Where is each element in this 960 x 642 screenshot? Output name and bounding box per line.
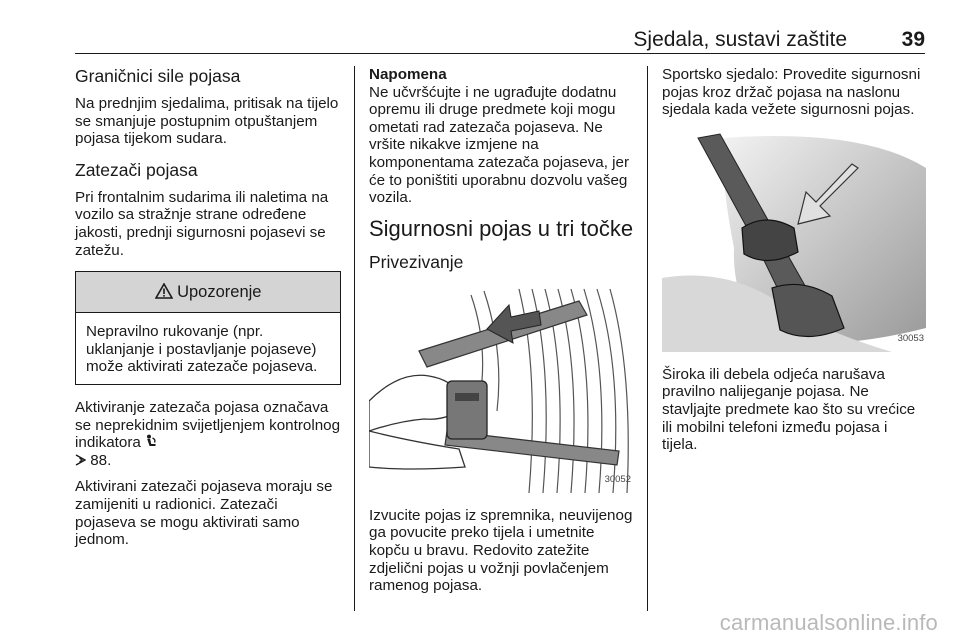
text-force-limiters: Na prednjim sjedalima, pritisak na tijelo se smanjuje postupnim otpuštanjem pojasa tijekom sudara. [75,95,339,148]
airbag-seat-icon [145,434,158,451]
heading-three-point-belt: Sigurnosni pojas u tri točke [369,215,634,241]
warning-box [75,271,341,385]
sport-seat-illustration [662,128,926,352]
page-reference[interactable]: 88. [90,451,112,469]
text-clothing-warning: Široka ili debela odjeća narušava pravilno nalijeganje pojasa. Ne stavljajte predmete kao što su vrećice ili mobilni telefoni između pojasa i tijela. [662,365,916,454]
page-number: 39 [901,28,925,51]
header-rule [75,53,925,54]
figure-id: 30052 [604,474,631,486]
text-tensioner-replacement: Aktivirani zatezači pojaseva moraju se zamijeniti u radionici. Zatezači pojaseva se mogu aktivirati samo jednom. [75,478,333,549]
column-1 [75,66,341,558]
text-tensioner-activation [75,399,341,469]
heading-belt-tensioners: Zatezači pojasa [75,159,198,180]
heading-fastening: Privezivanje [369,251,464,272]
column-2 [369,66,635,604]
figure-id: 30053 [897,333,924,345]
figure-sport-seat [662,128,926,352]
belt-fastening-illustration [369,281,633,493]
note-title: Napomena [369,66,447,83]
activation-text: Aktiviranje zatezača pojasa označava se neprekidnim svijetljenjem kontrolnog indikatora [75,398,341,452]
column-divider-1 [354,66,355,611]
note-text: Ne učvršćujte i ne ugrađujte dodatnu opremu ili druge predmete koji mogu ometati rad zatezača pojaseva. Ne vršite nikakve izmjene na komponentama zatezača pojaseva, jer će to poništiti uporabnu dozvolu vašeg vozila. [369,83,630,207]
page-header [75,28,925,54]
section-title: Sjedala, sustavi zaštite [633,28,847,51]
warning-triangle-icon [155,283,178,301]
warning-title: Upozorenje [177,283,262,302]
column-divider-2 [647,66,648,611]
column-3 [662,66,927,463]
text-sport-seat: Sportsko sjedalo: Provedite sigurnosni pojas kroz držač pojasa na naslonu sjedala kada vežete sigurnosni pojas. [662,66,921,119]
heading-force-limiters: Graničnici sile pojasa [75,66,241,86]
page-ref-arrow-icon [75,452,90,469]
text-belt-tensioners: Pri frontalnim sudarima ili naletima na vozilo sa stražnje strane određene jakosti, prednji sigurnosni pojasevi se zatežu. [75,188,329,259]
warning-header [76,272,340,313]
warning-text: Nepravilno rukovanje (npr. uklanjanje i postavljanje pojaseve) može aktivirati zatezače pojaseva. [86,323,318,376]
watermark-text: carmanualsonline.info [719,610,938,635]
figure-belt-fastening [369,281,633,493]
text-fastening-instructions: Izvucite pojas iz spremnika, neuvijenog ga povucite preko tijela i umetnite kopču u bravu. Redovito zatežite zdjelični pojas u vožnji povlačenjem ramenog pojasa. [369,506,633,595]
